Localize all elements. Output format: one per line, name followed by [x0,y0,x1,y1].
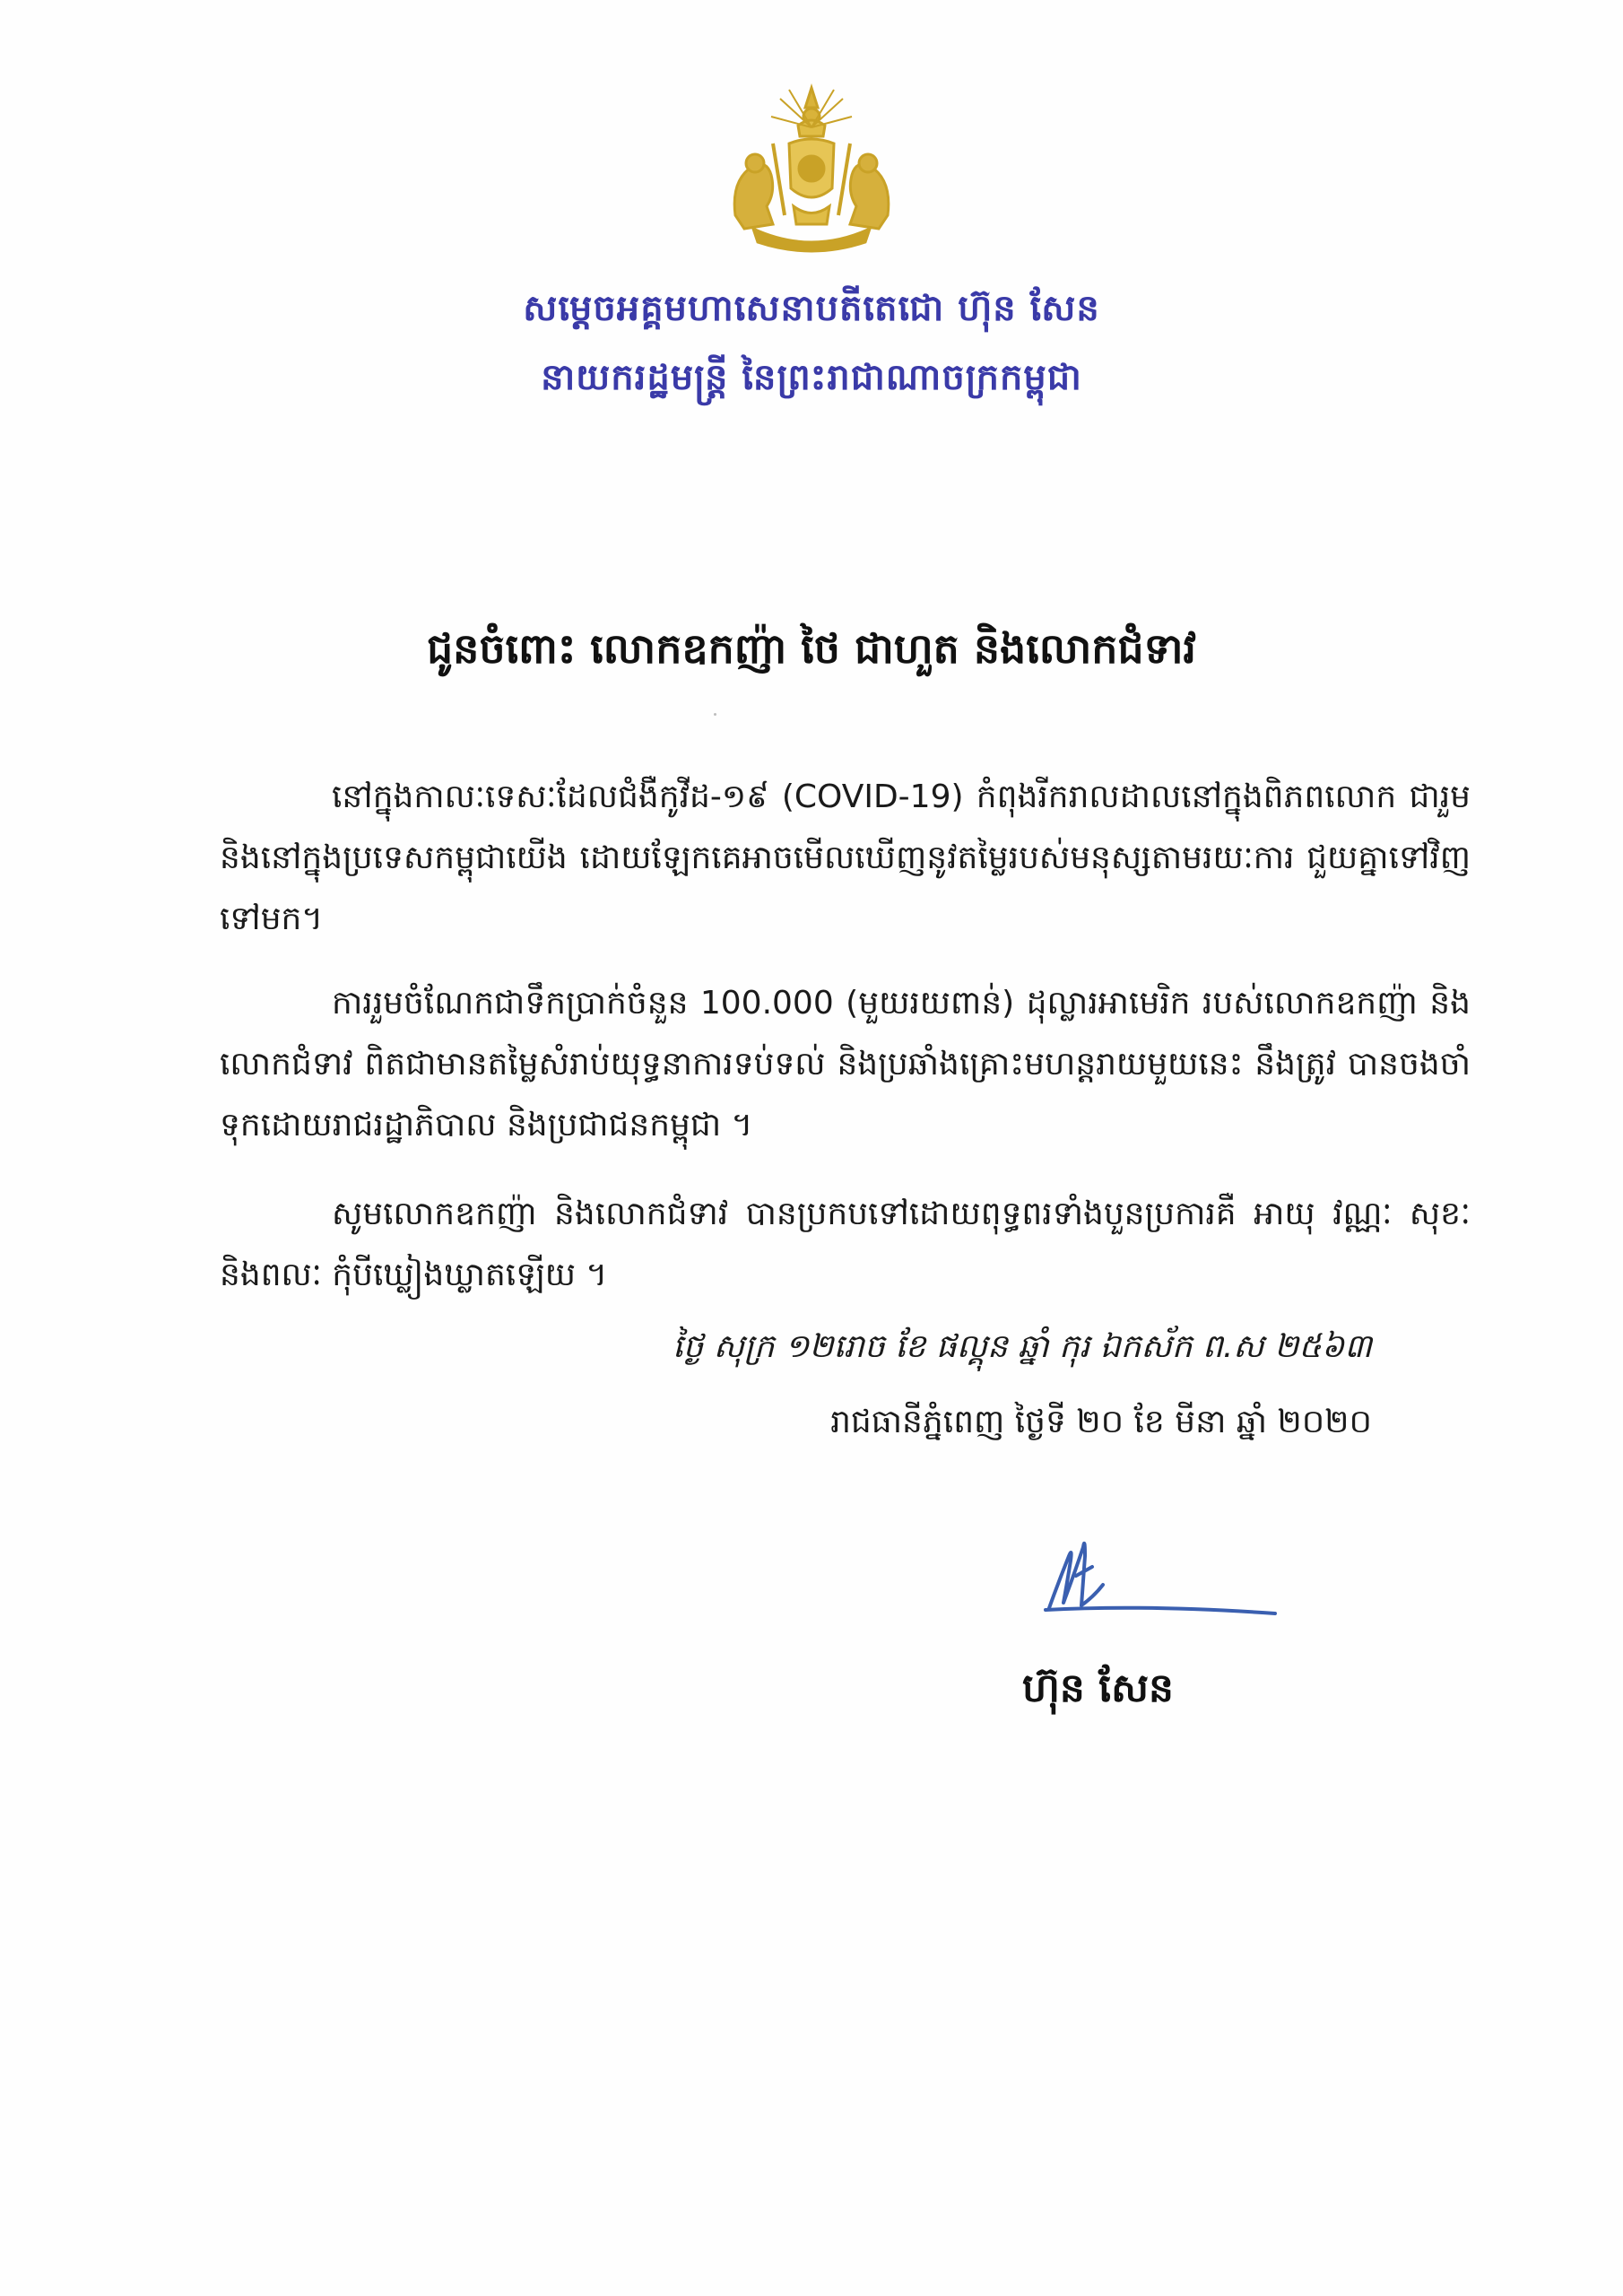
header-subtitle: នាយករដ្ឋមន្ត្រី នៃព្រះរាជាណាចក្រកម្ពុជា [541,357,1082,398]
paragraph-1: នៅក្នុងកាលៈទេសៈដែលជំងឺកូវីដ-១៩ (COVID-19) កំពុងរីករាលដាលនៅក្នុងពិភពលោក ជារួមនិងនៅក្នុងប្រទេសកម្ពុជាយើង ដោយឡែកគេអាចមើលឃើញនូវតម្លៃរបស់មនុស្សតាមរយៈការ ជួយគ្នាទៅវិញទៅមក។ [220,778,1471,937]
royal-coat-of-arms-icon [717,81,906,260]
handwritten-signature [1040,1520,1282,1628]
header-title: សម្តេចអគ្គមហាសេនាបតីតេជោ ហ៊ុន សែន [523,288,1100,329]
scan-speck [714,713,716,716]
solar-date: រាជធានីភ្នំពេញ ថ្ងៃទី ២០ ខែ មីនា ឆ្នាំ ២០២០ [830,1404,1372,1440]
signer-name: ហ៊ុន សែន [1022,1665,1174,1711]
salutation: ជូនចំពោះ លោកឧកញ៉ា ថៃ ជាហួត និងលោកជំទាវ [426,624,1197,673]
paragraph-2: ការរួមចំណែកជាទឹកប្រាក់ចំនួន 100.000 (មួយរយពាន់) ដុល្លារអាមេរិក របស់លោកឧកញ៉ា និងលោកជំទាវ ពិតជាមានតម្លៃសំរាប់យុទ្ធនាការទប់ទល់ និងប្រឆាំងគ្រោះមហន្តរាយមួយនេះ នឹងត្រូវ បានចងចាំទុកដោយរាជរដ្ឋាភិបាល និងប្រជាជនកម្ពុជា ។ [220,985,1471,1144]
paragraph-3: សូមលោកឧកញ៉ា និងលោកជំទាវ បានប្រកបទៅដោយពុទ្ធពរទាំងបួនប្រការគឺ អាយុ វណ្ណៈ សុខៈ និងពលៈ កុំបីឃ្លៀងឃ្លាតឡើយ ។ [220,1196,1471,1293]
lunar-date: ថ្ងៃ សុក្រ ១២រោច ខែ ផល្គុន ឆ្នាំ កុរ ឯកស័ក ព.ស ២៥៦៣ [673,1328,1372,1365]
